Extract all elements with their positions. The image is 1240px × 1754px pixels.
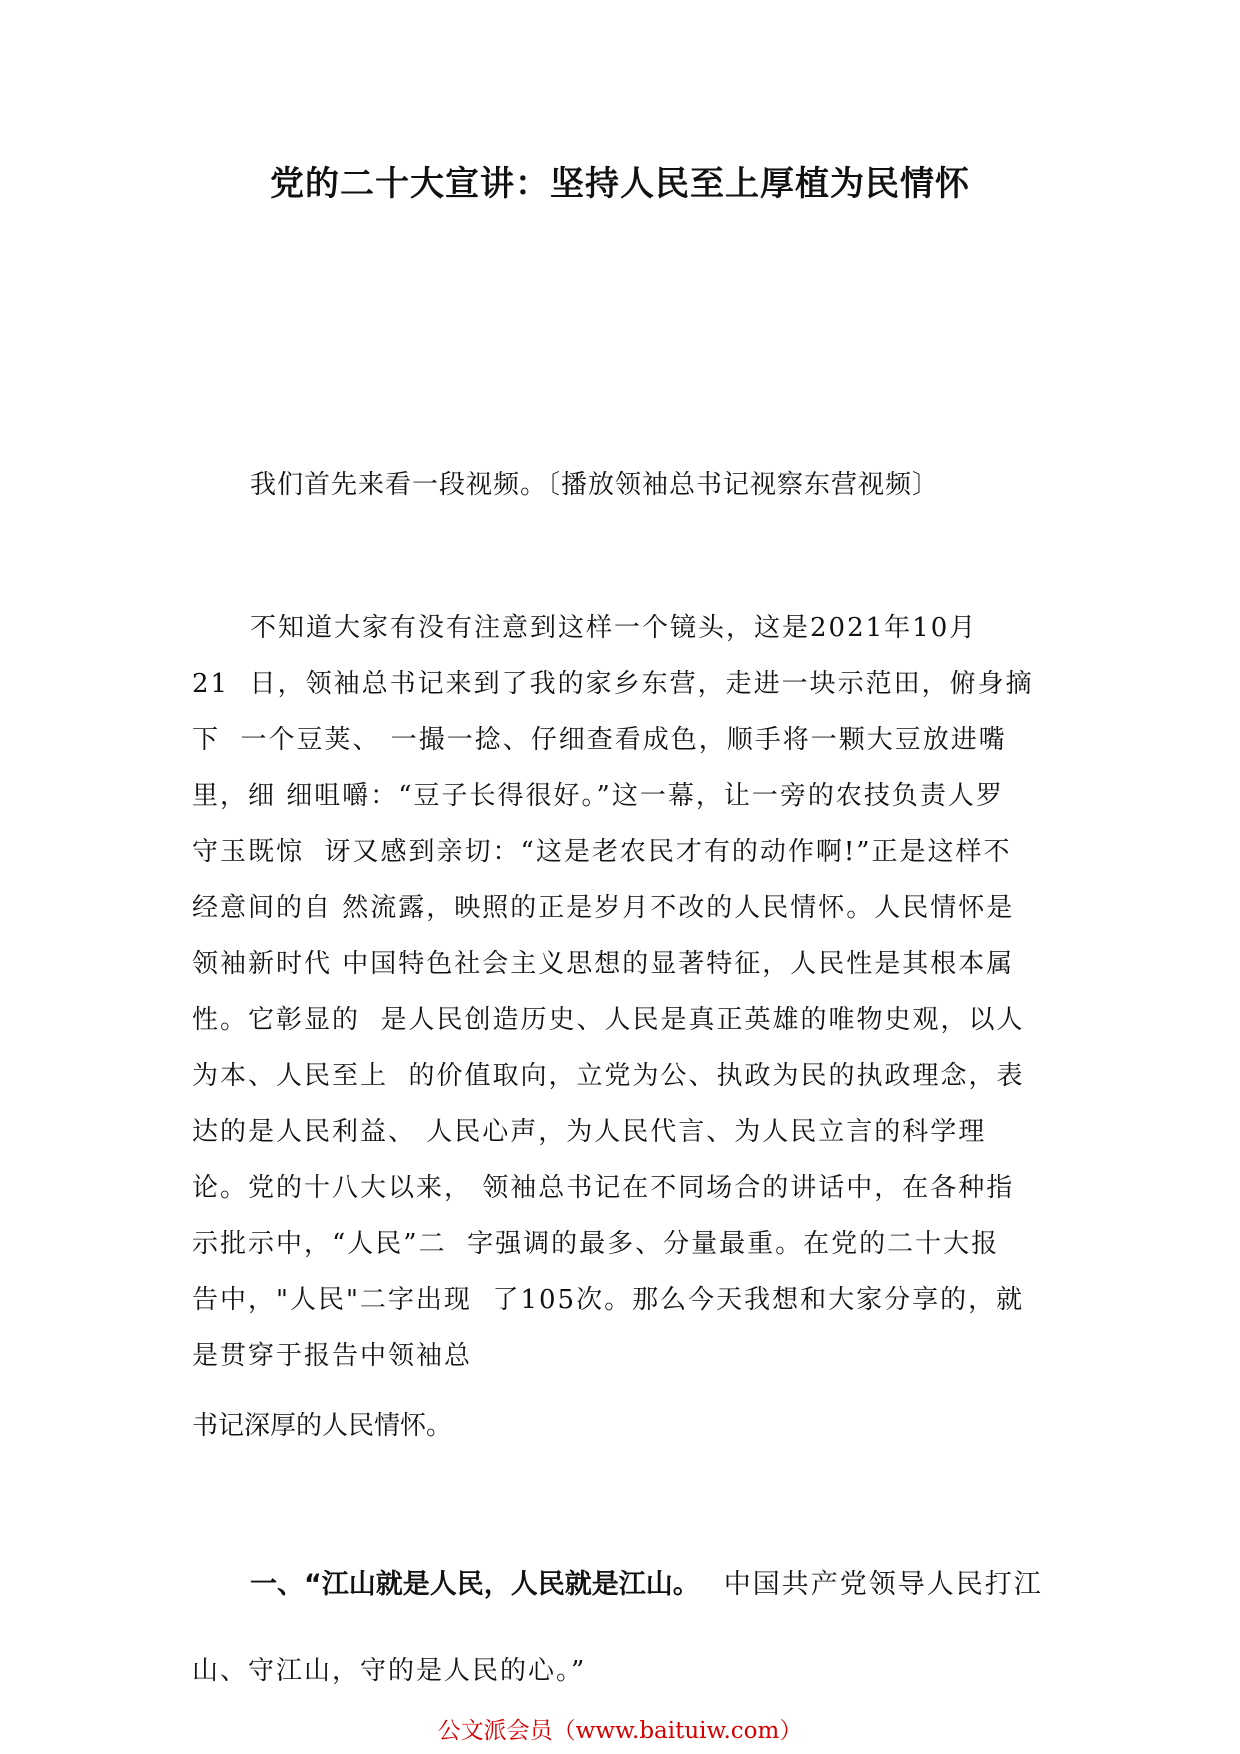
body-line: 示批示中，“人民”二 字强调的最多、分量最重。在党的二十大报 [192,1229,1000,1259]
body-line: 守玉既惊 讶又感到亲切：“这是老农民才有的动作啊!”正是这样不 [192,837,1012,867]
body-line: 经意间的自 然流露，映照的正是岁月不改的人民情怀。人民情怀是 [192,893,1015,923]
section-heading-normal: 中国共产党领导人民打江 [723,1569,1043,1600]
body-tail-line: 书记深厚的人民情怀。 [192,1411,453,1441]
body-line: 告中，"人民"二字出现 了105次。那么今天我想和大家分享的，就 [192,1285,1025,1315]
body-line: 不知道大家有没有注意到这样一个镜头，这是2021年10月 [250,613,978,643]
body-line: 性。它彰显的 是人民创造历史、人民是真正英雄的唯物史观，以人 [192,1005,1025,1035]
section-heading-1 [250,1562,1043,1601]
body-line: 21 日，领袖总书记来到了我的家乡东营，走进一块示范田，俯身摘 [192,669,1034,699]
body-line: 领袖新时代 中国特色社会主义思想的显著特征，人民性是其根本属 [192,949,1015,979]
document-title: 党的二十大宣讲：坚持人民至上厚植为民情怀 [270,164,970,204]
section-heading-continued: 山、守江山，守的是人民的心。” [192,1656,587,1686]
body-line: 下 一个豆荚、 一撮一捻、仔细查看成色，顺手将一颗大豆放进嘴 [192,725,1007,755]
body-line: 为本、人民至上 的价值取向，立党为公、执政为民的执政理念，表 [192,1061,1025,1091]
body-line: 是贯穿于报告中领袖总 [192,1341,473,1371]
footer-watermark: 公文派会员（www.baituiw.com） [437,1718,803,1744]
body-line: 论。党的十八大以来， 领袖总书记在不同场合的讲话中，在各种指 [192,1173,1015,1203]
body-paragraph [192,600,1062,1384]
body-line: 达的是人民利益、 人民心声，为人民代言、为人民立言的科学理 [192,1117,987,1147]
section-heading-bold: 一、“江山就是人民，人民就是江山。 [250,1569,700,1600]
body-line: 里，细 细咀嚼：“豆子长得很好。”这一幕，让一旁的农技负责人罗 [192,781,1004,811]
intro-paragraph: 我们首先来看一段视频。〔播放领袖总书记视察东营视频〕 [250,470,940,500]
